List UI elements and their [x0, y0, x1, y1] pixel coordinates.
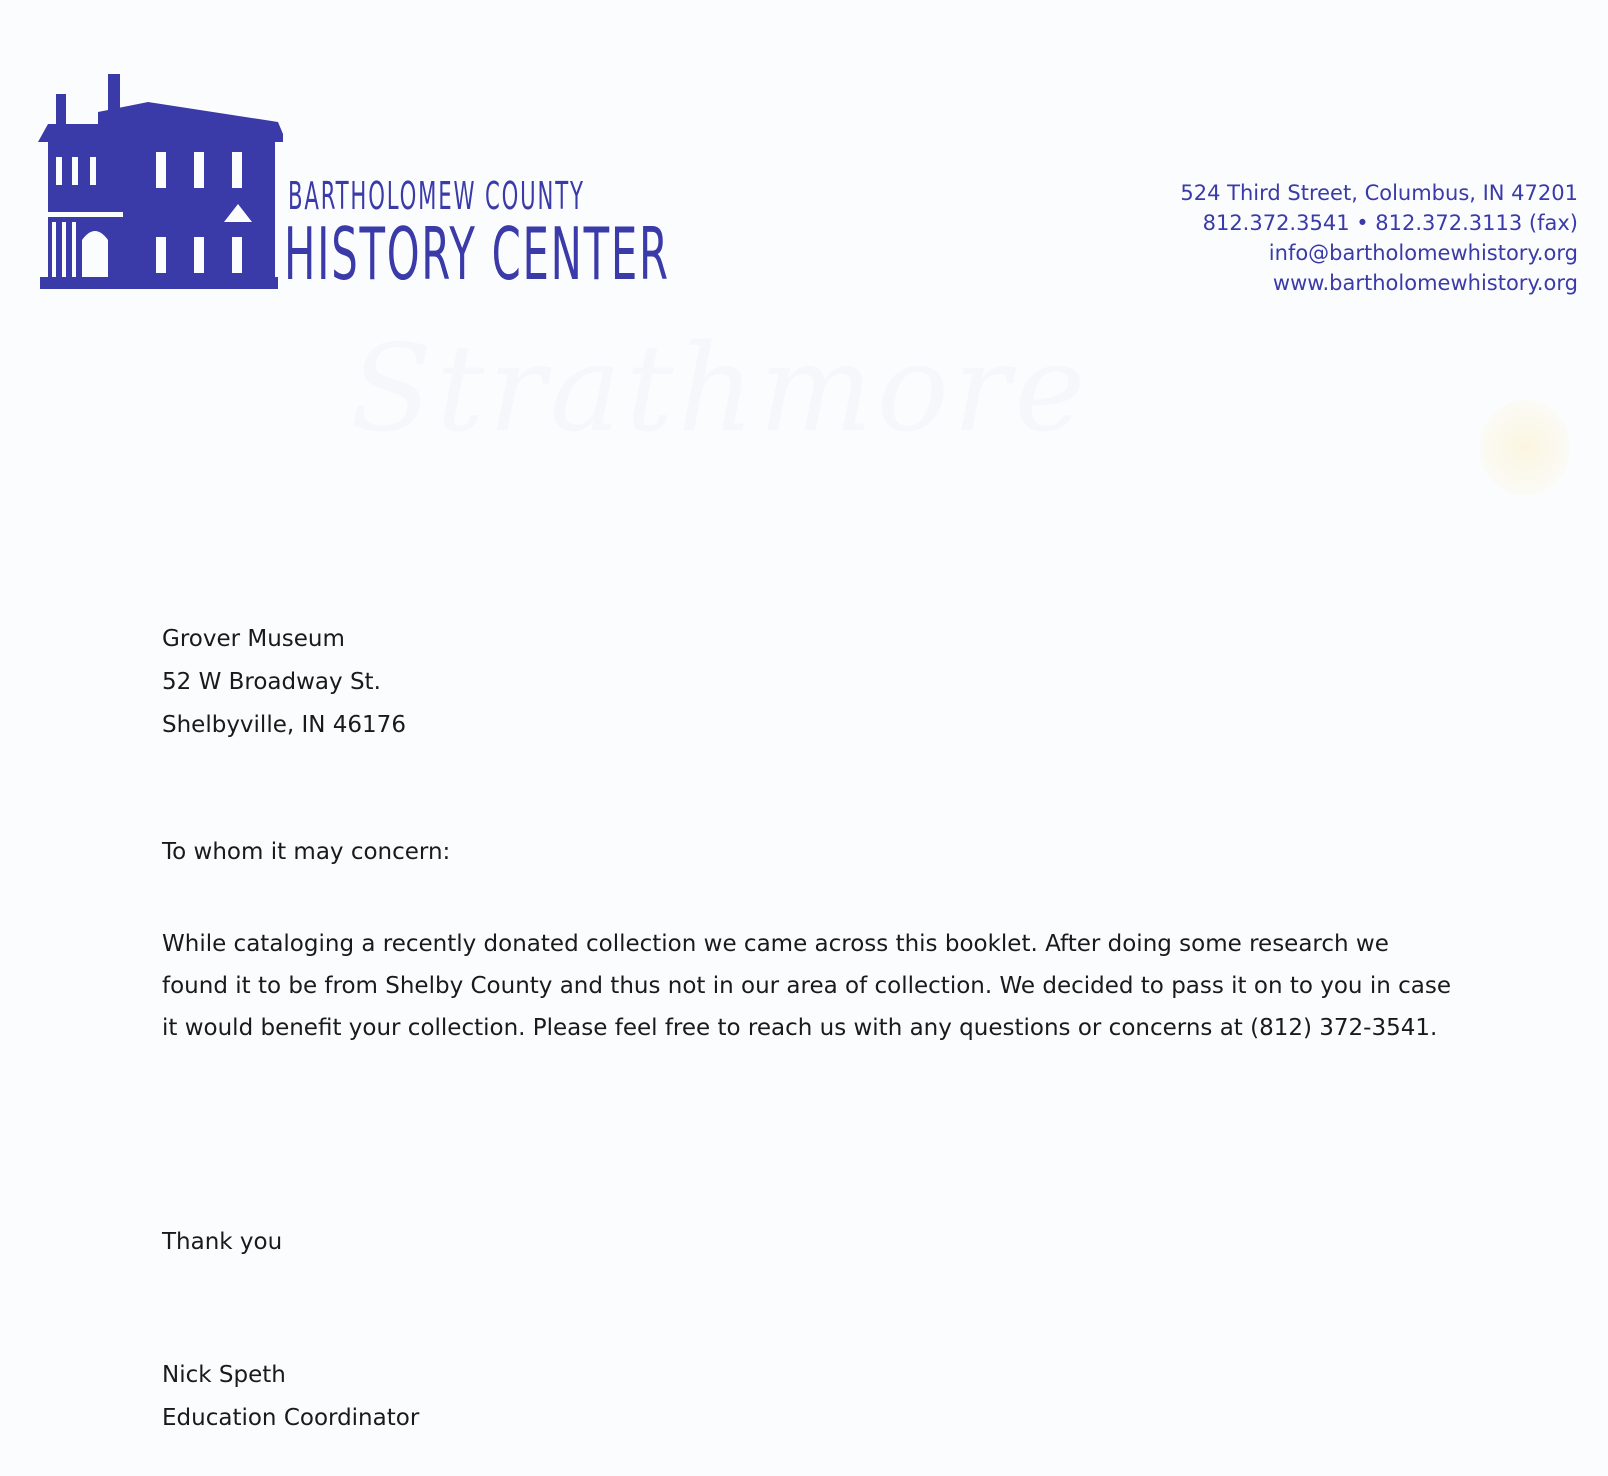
org-website: www.bartholomewhistory.org: [1272, 271, 1578, 295]
org-address: 524 Third Street, Columbus, IN 47201: [1180, 181, 1578, 205]
signature-block: [162, 1354, 419, 1440]
letter-body: While cataloging a recently donated collection we came across this booklet. After doing some research we found it to be from Shelby County and thus not in our area of collection. We decided to pass it on to you in case it would benefit your collection. Please feel free to reach us with any questions or concerns at (812) 372-3541.: [162, 931, 1451, 1041]
closing: Thank you: [162, 1229, 283, 1255]
signer-name: Nick Speth: [162, 1362, 286, 1388]
letterhead-contact: [1180, 178, 1578, 298]
recipient-name: Grover Museum: [162, 626, 345, 652]
paper-stain: [1480, 400, 1570, 495]
org-email: info@bartholomewhistory.org: [1268, 241, 1578, 265]
paper-watermark: Strathmore: [350, 320, 1090, 459]
recipient-street: 52 W Broadway St.: [162, 669, 381, 695]
recipient-city: Shelbyville, IN 46176: [162, 712, 406, 738]
org-phones: 812.372.3541 • 812.372.3113 (fax): [1202, 211, 1578, 235]
salutation: To whom it may concern:: [162, 839, 451, 865]
letterhead-logo: [38, 72, 670, 302]
historic-house-icon: [38, 72, 288, 302]
recipient-address: [162, 618, 1452, 747]
signer-title: Education Coordinator: [162, 1405, 420, 1431]
org-name-line2: HISTORY CENTER: [284, 212, 670, 296]
org-name-line1: BARTHOLOMEW COUNTY: [288, 174, 585, 218]
